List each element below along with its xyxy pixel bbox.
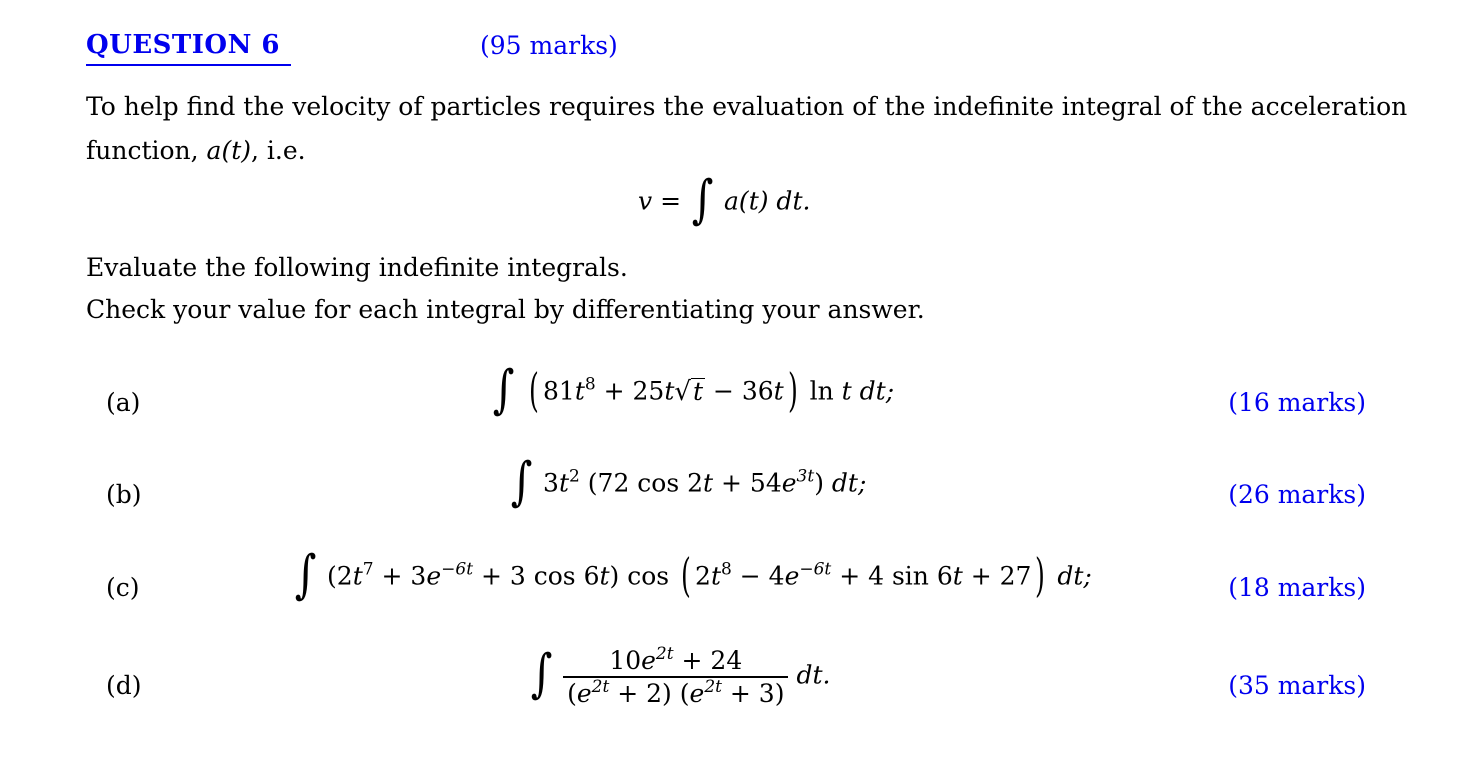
term-exp: 3t <box>796 466 815 487</box>
term-coef: + 3 <box>373 561 427 591</box>
exp-base: e <box>576 678 592 708</box>
term-var: t <box>773 376 784 406</box>
exp-base: e <box>426 561 442 591</box>
integral-sign: ∫ <box>691 170 714 230</box>
term-coef: + 27 <box>962 561 1032 591</box>
term-coef: + 54 <box>713 468 782 498</box>
acceleration-function: a(t) <box>206 136 252 165</box>
term-var: t <box>352 561 363 591</box>
term-coef: (2 <box>327 561 353 591</box>
cos-fn: ) cos <box>609 561 670 591</box>
term-var: t <box>664 376 675 406</box>
term-var: t <box>558 468 569 498</box>
question-total-marks: (95 marks) <box>480 31 618 60</box>
part-b-integral <box>508 452 867 512</box>
part-d-label: (d) <box>106 671 142 700</box>
left-paren: ( <box>567 678 577 708</box>
instruction-line-2: Check your value for each integral by differentiating your answer. <box>86 295 925 324</box>
term-exp: −6t <box>441 559 474 580</box>
part-c-marks: (18 marks) <box>1228 573 1366 602</box>
velocity-rhs: a(t) dt. <box>724 186 811 216</box>
term-coef: 2 <box>695 561 711 591</box>
term-coef: + 25 <box>595 376 665 406</box>
numerator <box>563 645 788 676</box>
term-exp: 2 <box>569 466 580 487</box>
term-coef: 10 <box>609 646 642 675</box>
term-coef: + 3 cos 6 <box>473 561 600 591</box>
velocity-lhs: v = <box>638 186 682 216</box>
integral-sign: ∫ <box>510 452 533 512</box>
integral-sign: ∫ <box>492 360 515 420</box>
term-inner: (72 cos 2 <box>587 468 704 498</box>
part-a-label: (a) <box>106 388 141 417</box>
left-paren: ( <box>681 548 691 602</box>
term-exp: 2t <box>704 676 722 697</box>
differential: dt; <box>1057 561 1092 591</box>
right-paren: ) <box>1035 548 1046 602</box>
part-a-integral <box>490 360 895 420</box>
term-exp: 2t <box>655 644 674 664</box>
velocity-equation <box>638 170 811 230</box>
term-coef: + 24 <box>673 646 743 675</box>
term-coef: + 2) ( <box>609 678 690 708</box>
term-var: t <box>710 561 721 591</box>
intro-line-1: To help find the velocity of particles requires the evaluation of the indefinite integral of the acceleration <box>86 92 1408 121</box>
fraction <box>563 645 788 709</box>
integral-sign: ∫ <box>530 644 553 704</box>
term-coef: + 4 sin 6 <box>831 561 953 591</box>
term-exp: 8 <box>720 559 732 580</box>
denominator <box>563 678 788 709</box>
differential: dt. <box>796 660 831 690</box>
term-coef: 81 <box>543 376 575 406</box>
differential: dt; <box>823 468 867 498</box>
question-title: QUESTION 6 <box>86 30 280 60</box>
term-var: t <box>703 468 714 498</box>
part-d-marks: (35 marks) <box>1228 671 1366 700</box>
exp-base: e <box>784 561 800 591</box>
ln-fn: ln <box>809 376 842 406</box>
term-exp: −6t <box>799 559 832 580</box>
term-var: t <box>952 561 963 591</box>
part-b-label: (b) <box>106 480 142 509</box>
intro-line-2-suffix: , i.e. <box>251 136 306 165</box>
differential: dt; <box>851 376 895 406</box>
term-coef: + 3) <box>721 678 785 708</box>
term-exp: 8 <box>584 374 596 395</box>
term-exp: 7 <box>362 559 374 580</box>
term-coef: − 36 <box>705 376 774 406</box>
sqrt: √t <box>674 376 704 407</box>
term-var: t <box>574 376 585 406</box>
intro-line-2 <box>86 136 306 166</box>
term-exp: 2t <box>591 676 610 697</box>
term-coef: − 4 <box>731 561 785 591</box>
part-d-integral <box>528 645 830 709</box>
part-b-marks: (26 marks) <box>1228 480 1366 509</box>
right-paren: ) <box>787 363 798 417</box>
left-paren: ( <box>529 363 539 417</box>
intro-line-2-prefix: function, <box>86 136 207 165</box>
question-title-underline <box>86 64 291 66</box>
term-coef: 3 <box>543 468 559 498</box>
exp-base: e <box>689 678 705 708</box>
exp-base: e <box>641 646 656 675</box>
term-var: t <box>599 561 610 591</box>
part-a-marks: (16 marks) <box>1228 388 1366 417</box>
part-c-label: (c) <box>106 573 140 602</box>
right-paren: ) <box>814 468 824 498</box>
part-c-integral <box>292 545 1092 605</box>
integral-sign: ∫ <box>294 545 317 605</box>
ln-arg: t <box>841 376 852 406</box>
sqrt-arg: t <box>692 376 704 406</box>
exp-base: e <box>781 468 797 498</box>
instruction-line-1: Evaluate the following indefinite integrals. <box>86 253 628 282</box>
